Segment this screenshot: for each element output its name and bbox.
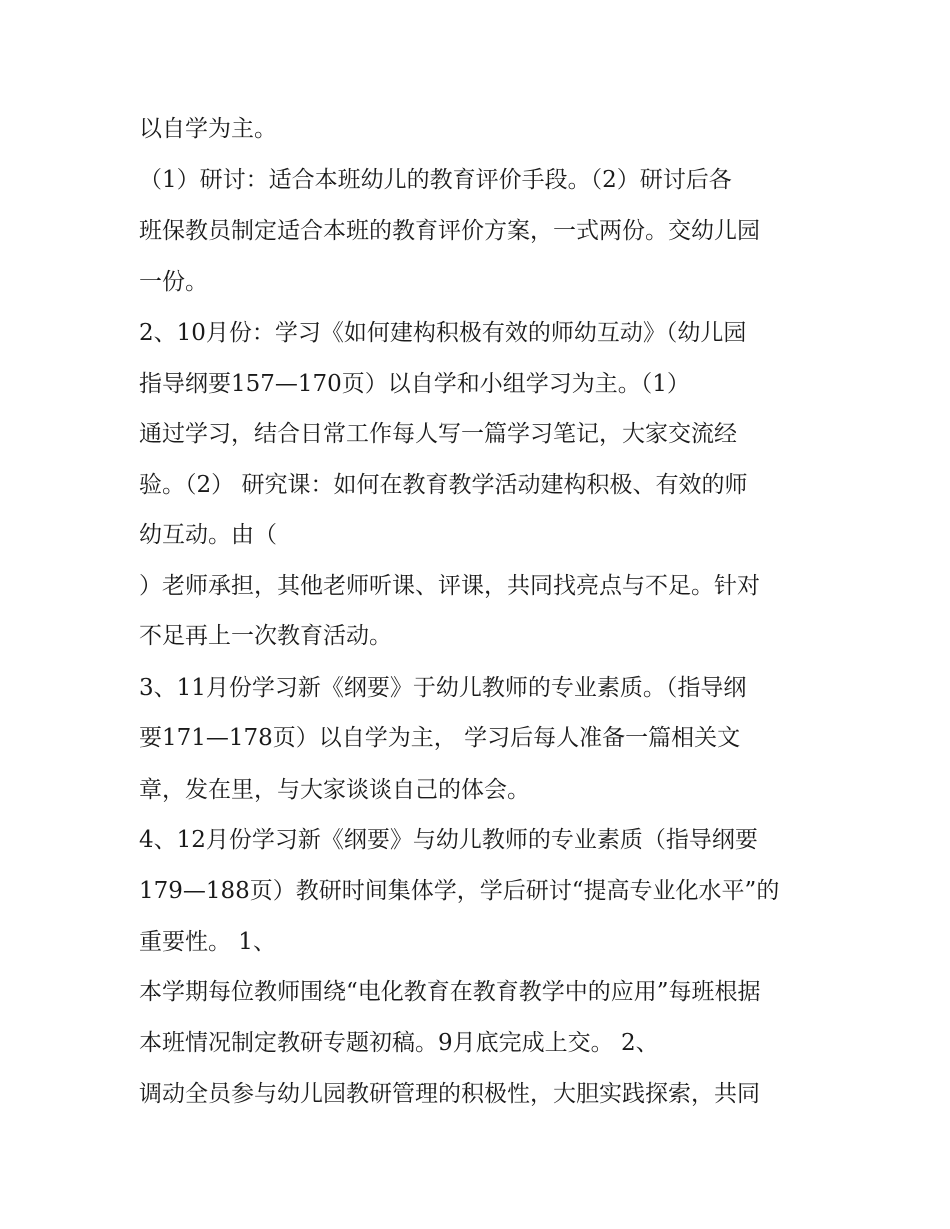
text-line: 幼互动。由（ [139,522,277,548]
text-line: 4、12月份学习新《纲要》与幼儿教师的专业素质（指导纲要 [139,827,758,853]
text-line: 通过学习，结合日常工作每人写一篇学习笔记，大家交流经 [139,421,737,447]
text-line: 要171—178页）以自学为主， 学习后每人准备一篇相关文 [139,725,741,751]
text-line: 3、11月份学习新《纲要》于幼儿教师的专业素质。（指导纲 [139,675,747,701]
text-line: 本学期每位教师围绕“电化教育在教育教学中的应用”每班根据 [139,979,761,1005]
text-line: 重要性。 1、 [139,929,276,955]
text-line: 179—188页）教研时间集体学，学后研讨“提高专业化水平”的 [139,878,780,904]
text-line: 班保教员制定适合本班的教育评价方案，一式两份。交幼儿园 [139,218,760,244]
text-line: 以自学为主。 [139,116,277,142]
text-line: 2、10月份：学习《如何建构积极有效的师幼互动》（幼儿园 [139,320,747,346]
text-line: 章，发在里，与大家谈谈自己的体会。 [139,777,530,803]
text-line: 不足再上一次教育活动。 [139,623,392,649]
text-line: 验。（2） 研究课：如何在教育教学活动建构积极、有效的师 [139,472,748,498]
text-line: 调动全员参与幼儿园教研管理的积极性，大胆实践探索，共同 [139,1081,760,1107]
text-line: 本班情况制定教研专题初稿。9月底完成上交。 2、 [139,1030,659,1056]
text-line: 指导纲要157—170页）以自学和小组学习为主。（1） [139,371,690,397]
text-line: 一份。 [139,269,208,295]
text-line: （1）研讨：适合本班幼儿的教育评价手段。（2）研讨后各 [139,167,732,193]
text-line: ）老师承担，其他老师听课、评课，共同找亮点与不足。针对 [139,573,760,599]
